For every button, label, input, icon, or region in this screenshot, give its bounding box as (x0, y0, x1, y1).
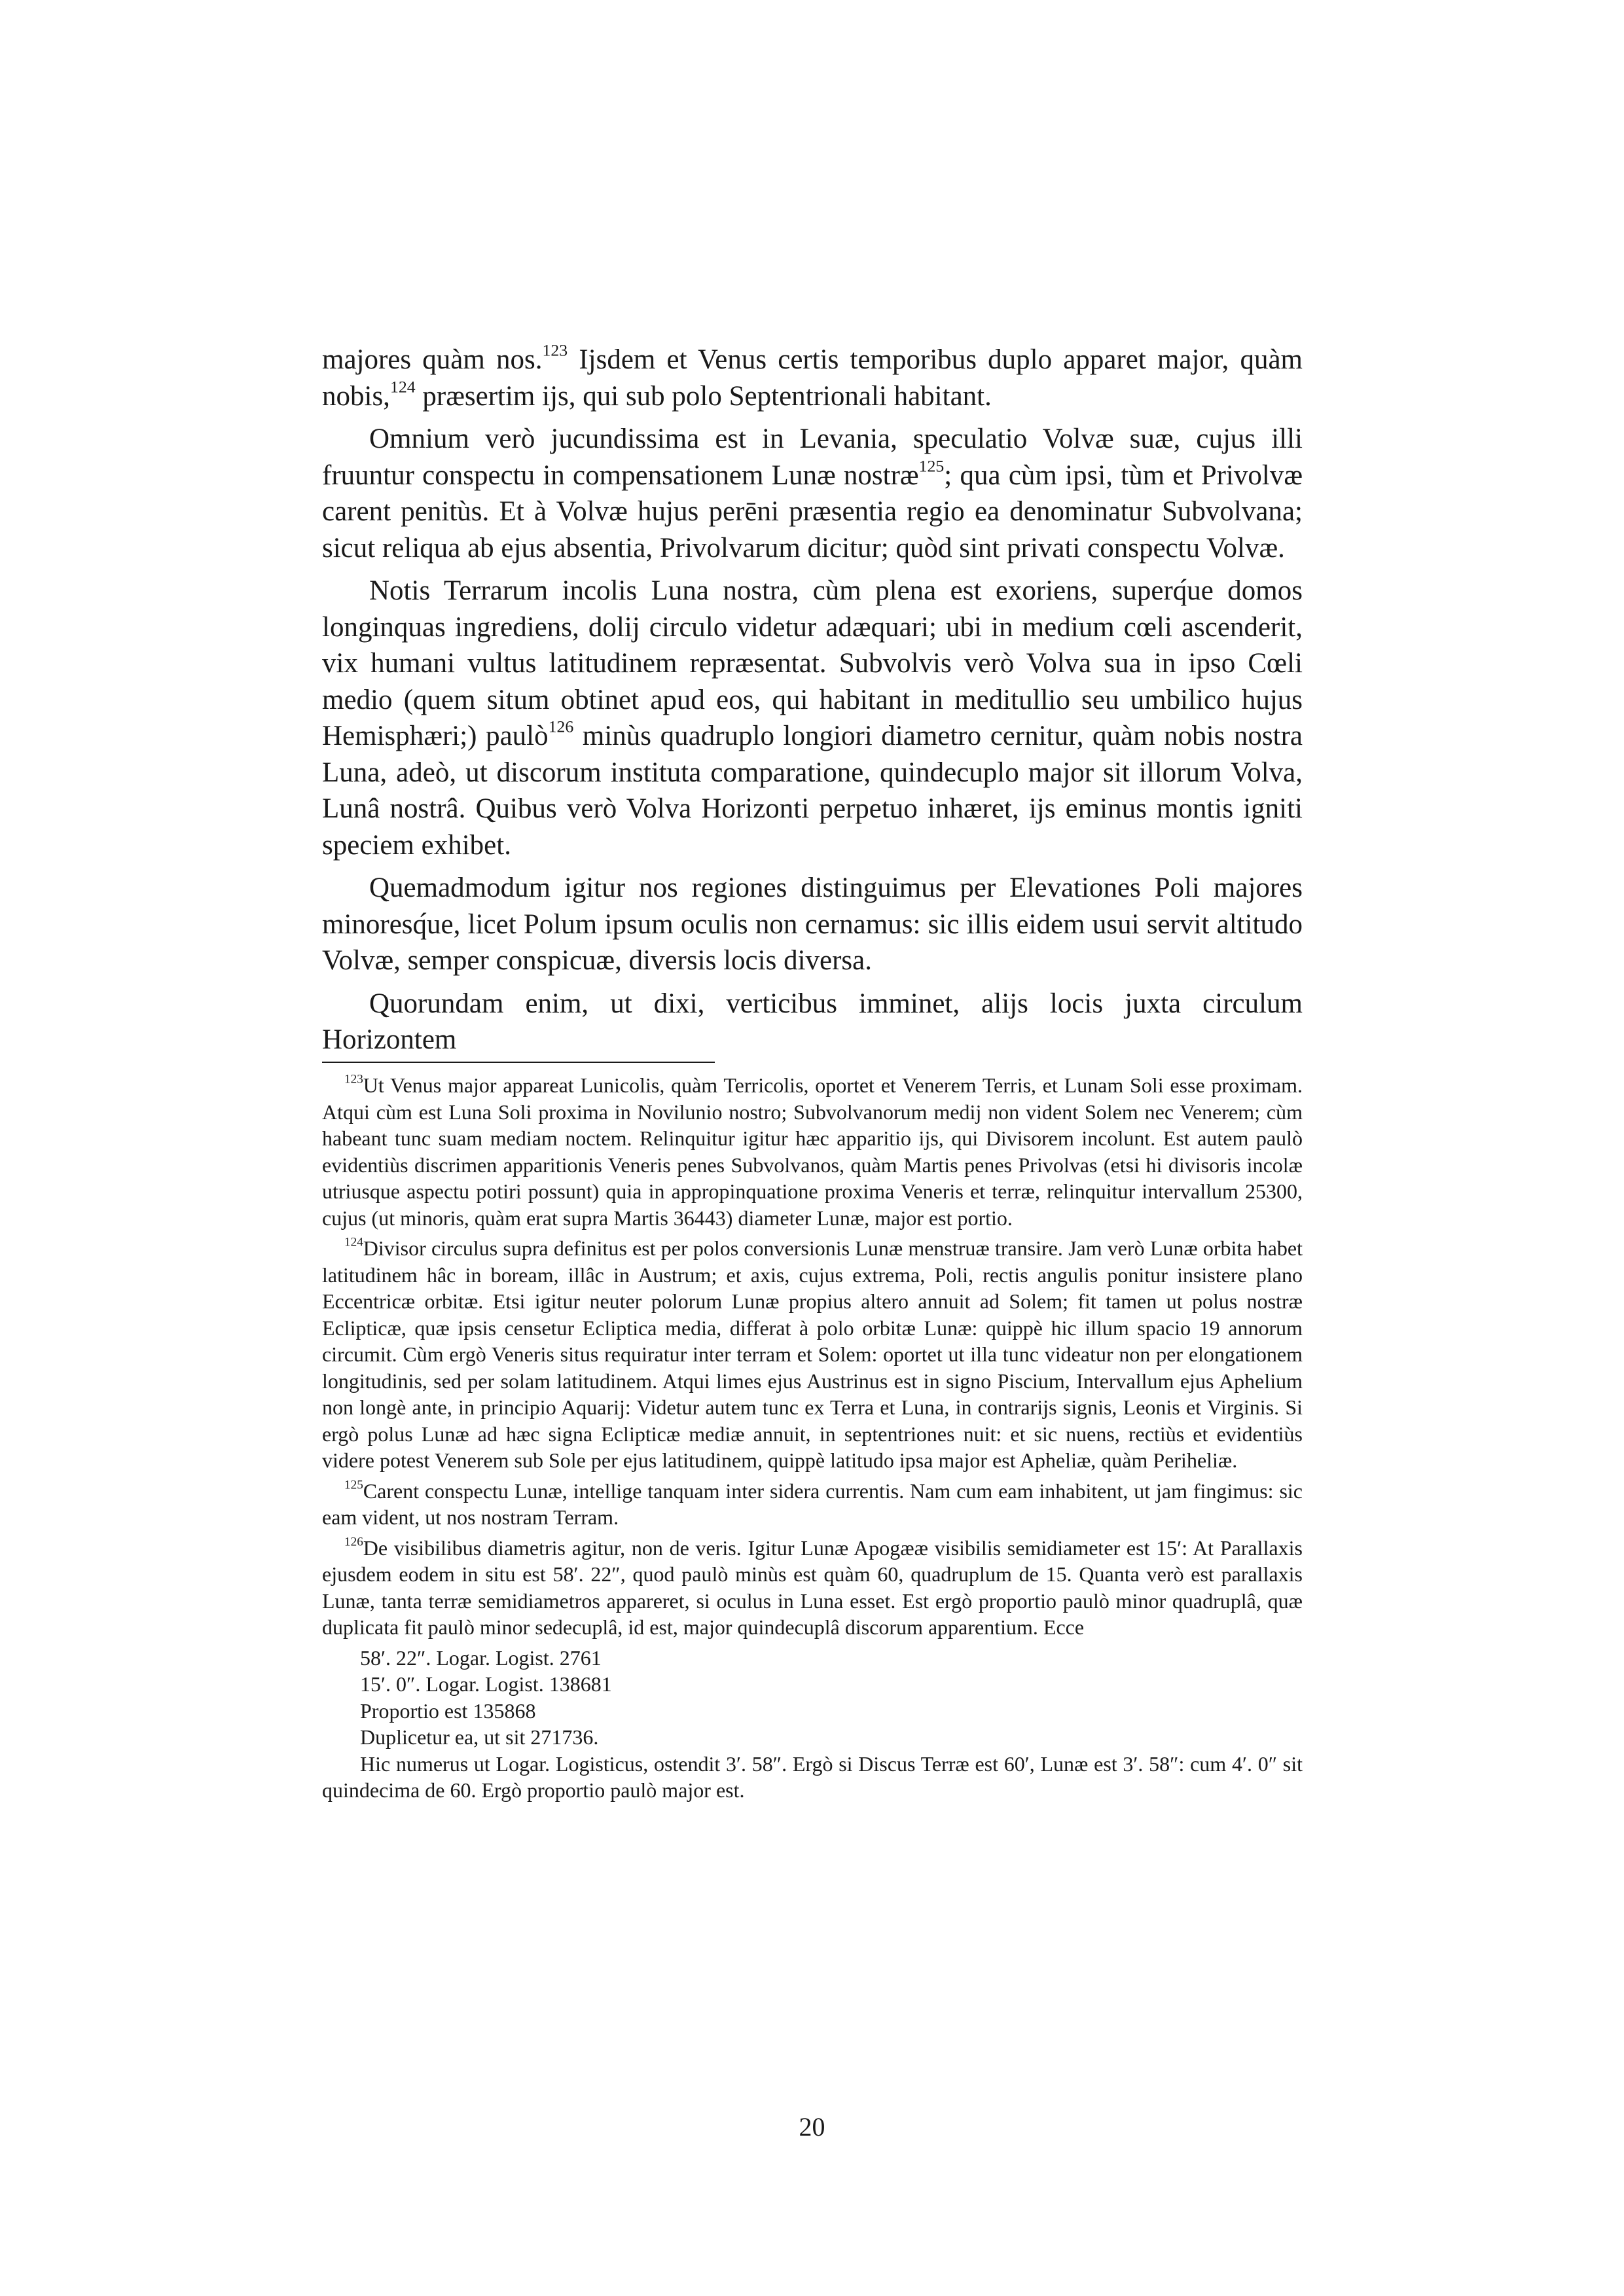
footnote-ref-124[interactable]: 124 (389, 377, 416, 397)
text-run: Omnium verò jucundissima est in Levania, speculatio Volvæ suæ, cujus illi fruuntur conspectu in compensationem Lunæ nostræ (322, 423, 1303, 491)
text-run: Ijsdem et Venus certis temporibus duplo apparet major, quàm nobis, (322, 344, 1303, 412)
paragraph-5: Quorundam enim, ut dixi, verticibus imminet, alijs locis juxta circulum Horizontem (322, 988, 1303, 1055)
footnote-text: Carent conspectu Lunæ, intellige tanquam inter sidera currentis. Nam cum eam inhabitent, ut jam fingimus: sic eam vident, ut nos nostram Terram. (322, 1479, 1303, 1529)
footnote-number: 124 (344, 1235, 363, 1249)
footnote-ref-123[interactable]: 123 (542, 340, 568, 360)
paragraph-1 (322, 342, 1303, 414)
calc-line: Duplicetur ea, ut sit 271736. (360, 1725, 599, 1749)
calc-line: 58′. 22″. Logar. Logist. 2761 (360, 1645, 602, 1670)
main-text (322, 342, 1303, 1065)
footnote-ref-125[interactable]: 125 (918, 456, 945, 476)
calc-line: Proportio est 135868 (360, 1698, 536, 1723)
page-number: 20 (799, 2112, 825, 2142)
footnote-ref-126[interactable]: 126 (548, 717, 574, 736)
footnote-126-conclusion: Hic numerus ut Logar. Logisticus, ostendit 3′. 58″. Ergò si Discus Terræ est 60′, Lunæ est 3′. 58″: cum 4′. 0″ sit quindecima de 60. Ergò proportio paulò major est. (322, 1751, 1303, 1802)
text-run: Notis Terrarum incolis Luna nostra, cùm plena est exoriens, superq́ue domos longinquas ingrediens, dolij circulo videtur adæquari; ubi in medium cœli ascenderit, vix humani vultus latitudinem repræsentat. Subvolvis verò Volva sua in ipso Cœli medio (quem situm obtinet apud eos, qui habitant in meditullio seu umbilico hujus Hemisphæri;) paulò (322, 575, 1303, 751)
footnote-125 (322, 1478, 1303, 1531)
text-run: præsertim ijs, qui sub polo Septentrionali habitant. (415, 380, 992, 412)
calc-line: 15′. 0″. Logar. Logist. 138681 (360, 1672, 612, 1696)
paragraph-3 (322, 573, 1303, 863)
footnote-number: 125 (344, 1478, 363, 1492)
text-run: minùs quadruplo longiori diametro cernitur, quàm nobis nostra Luna, adeò, ut discorum instituta comparatione, quindecuplo major sit illorum Volva, Lunâ nostrâ. Quibus verò Volva Horizonti perpetuo inhæret, ijs eminus montis igniti speciem exhibet. (322, 721, 1303, 861)
footnote-126 (322, 1535, 1303, 1641)
footnotes (322, 1072, 1303, 1804)
footnote-number: 123 (344, 1072, 363, 1086)
footnote-text: De visibilibus diametris agitur, non de veris. Igitur Lunæ Apogææ visibilis semidiameter est 15′: At Parallaxis ejusdem eodem in situ est 58′. 22″, quod paulò minùs est quàm 60, quadruplum de 15. Quanta verò est parallaxis Lunæ, tanta terræ semidiametros appareret, si oculus in Luna esset. Est ergò proportio paulò minor quadruplâ, quæ duplicata fit paulò minor sedecuplâ, id est, major quindecuplâ discorum apparentium. Ecce (322, 1535, 1303, 1639)
paragraph-2 (322, 421, 1303, 566)
footnote-124 (322, 1235, 1303, 1474)
footnote-text: Ut Venus major appareat Lunicolis, quàm Terricolis, oportet et Venerem Terris, et Lunam Soli esse proximam. Atqui cùm est Luna Soli proxima in Novilunio nostro; Subvolvanorum medij non vident Solem nec Venerem; cùm habeant tunc suam mediam noctem. Relinquitur igitur hæc apparitio ijs, qui Divisorem incolunt. Est autem paulò evidentiùs discrimen apparitionis Veneris penes Subvolvanos, quàm Martis penes Privolvas (etsi hi divisoris incolæ utriusque aspectu potiri possunt) quia in appropinquatione proxima Veneris et terræ, relinquitur intervallum 25300, cujus (ut minoris, quàm erat supra Martis 36443) diameter Lunæ, major est portio. (322, 1073, 1303, 1230)
footnote-text: Divisor circulus supra definitus est per polos conversionis Lunæ menstruæ transire. Jam verò Lunæ orbita habet latitudinem hâc in boream, illâc in Austrum; et axis, cujus extrema, Poli, rectis angulis ponitur insistere plano Eccentricæ orbitæ. Etsi igitur neuter polorum Lunæ propius altero annuit ad Solem; fit tamen ut polus nostræ Eclipticæ, quæ ipsis censetur Ecliptica media, differat à polo orbitæ Lunæ: quippè hic illum spacio 19 annorum circumit. Cùm ergò Veneris situs requiratur inter terram et Solem: oportet ut illa tunc videatur non per elongationem longitudinis, sed per solam latitudinem. Atqui limes ejus Austrinus est in signo Piscium, Intervallum ejus Aphelium non longè ante, in principio Aquarij: Videtur autem tunc ex Terra et Luna, in contrarijs signis, Leonis et Virginis. Si ergò polus Lunæ ad hæc signa Eclipticæ mediæ annuit, in septentriones nuit: et sic nuens, rectiùs et evidentiùs videre potest Venerem sub Sole per ejus latitudinem, quippè latitudo ipsa major est Apheliæ, quàm Periheliæ. (322, 1236, 1303, 1472)
footnote-rule (322, 1062, 715, 1063)
text-run: ; qua cùm ipsi, tùm et Privolvæ carent penitùs. Et à Volvæ hujus perēni præsentia regio ea denominatur Subvolvana; sicut reliqua ab ejus absentia, Privolvarum dicitur; quòd sint privati conspectu Volvæ. (322, 459, 1303, 564)
footnote-123 (322, 1072, 1303, 1231)
text-run: majores quàm nos. (322, 344, 543, 375)
paragraph-4: Quemadmodum igitur nos regiones distinguimus per Elevationes Poli majores minoresq́ue, licet Polum ipsum oculis non cernamus: sic illis eidem usui servit altitudo Volvæ, semper conspicuæ, diversis locis diversa. (322, 872, 1303, 976)
footnote-number: 126 (344, 1535, 363, 1549)
